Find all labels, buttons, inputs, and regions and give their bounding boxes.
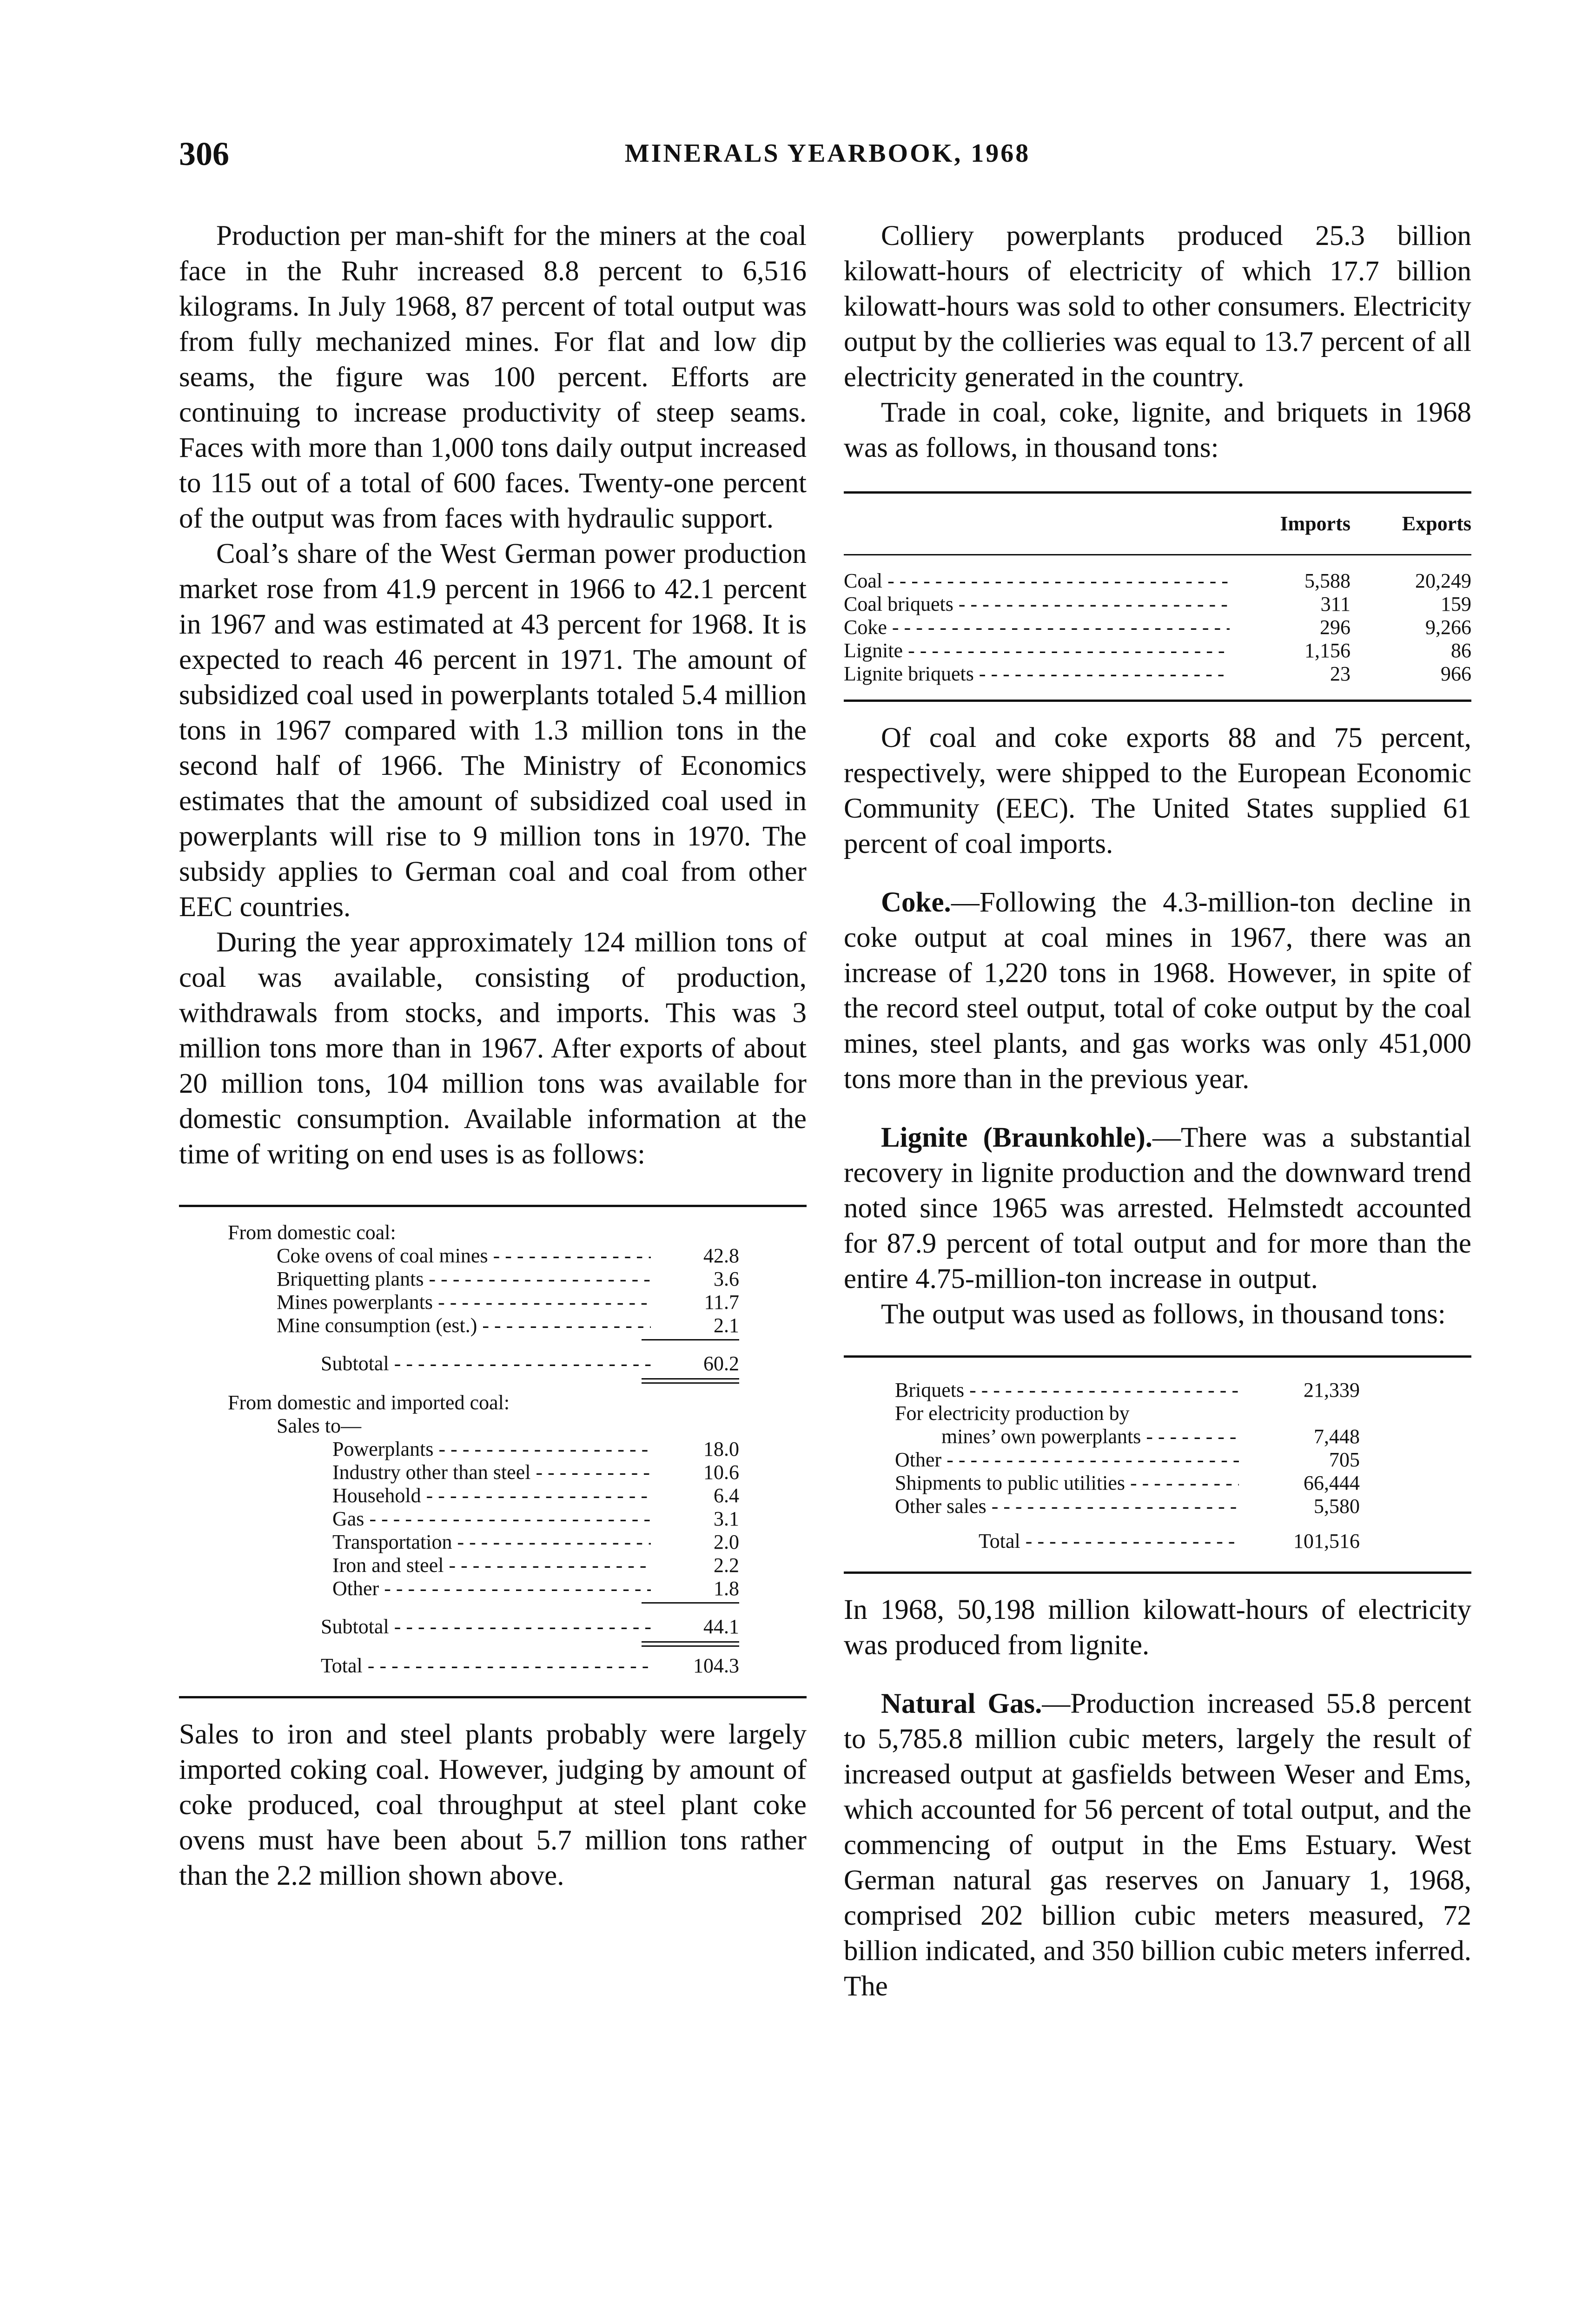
- table-row: Coal briquets - - - 311 159: [844, 593, 1471, 616]
- table-heading: From domestic coal:: [228, 1221, 396, 1244]
- table-row-value: 1.8: [714, 1577, 739, 1600]
- paragraph-natural-gas: Natural Gas.—Production increased 55.8 percent to 5,785.8 million cubic meters, largely the result of increased output at gasfields between Weser and Ems, which accounted for 56 percent of total output, and the commencing of output in the Ems Estuary. West German natural gas reserves on January 1, 1968, comprised 202 billion cubic meters measured, 72 billion indicated, and 350 billion cubic meters inferred. The: [844, 1688, 1471, 2002]
- table-row-label: Mines powerplants - - -: [277, 1291, 651, 1314]
- subtotal-label: Subtotal - - -: [321, 1352, 651, 1375]
- total-value: 104.3: [693, 1654, 739, 1677]
- paragraph-colliery-power: Colliery powerplants produced 25.3 billion kilowatt-hours of electricity of which 17.7 billion kilowatt-hours was sold to other consumers. Electricity output by the collieries was equal to 13.7 percent of all electricity generated in the country.: [844, 220, 1471, 393]
- table-row: Coal - - - 5,588 20,249: [844, 569, 1471, 593]
- table-row-label: Powerplants - - -: [332, 1438, 651, 1461]
- lignite-table: Briquets - - - 21,339 For electricity production by mines’ own powerplants - - - 7,448 Other - - - 705 Shipments to public utilities - - - 66,444 Other sales - - - 5,580 Total - - - 101,516: [844, 1358, 1360, 1571]
- table-row-label: Industry other than steel - - -: [332, 1461, 651, 1484]
- paragraph-coke: Coke.—Following the 4.3-million-ton decline in coke output at coal mines in 1967, there was an increase of 1,220 tons in 1968. However, in spite of the record steel output, total of coke output by the coal mines, steel plants, and gas works was only 451,000 tons more than in the previous year.: [844, 887, 1471, 1095]
- paragraph-lignite-electricity: In 1968, 50,198 million kilowatt-hours of electricity was produced from lignite.: [844, 1594, 1471, 1661]
- trade-table-header: [844, 494, 1471, 554]
- end-use-table: [179, 1207, 739, 1696]
- subtotal-label: Subtotal - - -: [321, 1615, 651, 1638]
- table-row-label: Gas - - -: [332, 1507, 651, 1531]
- subtotal-value: 60.2: [703, 1352, 739, 1375]
- table-row-value: 11.7: [704, 1291, 739, 1314]
- table-row-value: 2.0: [714, 1531, 739, 1553]
- paragraph-coal-share: Coal’s share of the West German power production market rose from 41.9 percent in 1966 to 42.1 percent in 1967 and was estimated at 43 percent for 1968. It is expected to reach 46 percent in 1971. The amount of subsidized coal used in powerplants totaled 5.4 million tons in 1967 compared with 1.3 million tons in the second half of 1966. The Ministry of Economics estimates that the amount of subsidized coal used in powerplants will rise to 9 million tons in 1970. The subsidy applies to German coal and coal from other EEC countries.: [179, 538, 807, 923]
- heading-natural-gas: Natural Gas.: [881, 1688, 1042, 1719]
- table-row-label: Household - - -: [332, 1484, 651, 1507]
- running-title: MINERALS YEARBOOK, 1968: [624, 139, 1031, 168]
- col-imports: Imports: [1280, 512, 1350, 535]
- paragraph-lignite: Lignite (Braunkohle).—There was a substantial recovery in lignite production and the downward trend noted since 1965 was arrested. Helmstedt accounted for 87.9 percent of total output and for more than the entire 4.75-million-ton increase in output.: [844, 1122, 1471, 1294]
- table-row: Coke - - - 296 9,266: [844, 616, 1471, 639]
- paragraph-iron-steel: Sales to iron and steel plants probably were largely imported coking coal. However, judging by amount of coke produced, coal throughput at steel plant coke ovens must have been about 5.7 million tons rather than the 2.2 million shown above.: [179, 1719, 807, 1891]
- total-label: Total - - -: [979, 1530, 1239, 1553]
- right-column: [844, 218, 1471, 2004]
- table-row-label: Transportation - - -: [332, 1531, 651, 1554]
- trade-table: [844, 494, 1471, 700]
- table-row-value: 2.2: [714, 1554, 739, 1577]
- table-row-value: 18.0: [703, 1438, 739, 1460]
- heading-coke: Coke.: [881, 887, 951, 918]
- paragraph-trade-intro: Trade in coal, coke, lignite, and briquets in 1968 was as follows, in thousand tons:: [844, 397, 1471, 463]
- page-number: 306: [179, 135, 229, 172]
- table-row-label: Briquetting plants - - -: [277, 1268, 651, 1291]
- table-row: Lignite briquets - - - 23 966: [844, 662, 1471, 686]
- page-header: [179, 135, 1476, 177]
- total-label: Total - - -: [321, 1654, 651, 1677]
- paragraph-productivity: Production per man-shift for the miners at the coal face in the Ruhr increased 8.8 percent to 6,516 kilograms. In July 1968, 87 percent of total output was from fully mechanized mines. For flat and low dip seams, the figure was 100 percent. Efforts are continuing to increase productivity of steep seams. Faces with more than 1,000 tons daily output increased to 115 out of a total of 600 faces. Twenty-one percent of the output was from faces with hydraulic support.: [179, 220, 807, 534]
- table-row-label: Other - - -: [332, 1577, 651, 1600]
- total-value: 101,516: [1293, 1530, 1360, 1552]
- col-exports: Exports: [1402, 512, 1471, 535]
- table-row-value: 3.6: [714, 1268, 739, 1290]
- paragraph-exports-eec: Of coal and coke exports 88 and 75 percent, respectively, were shipped to the European Economic Community (EEC). The United States supplied 61 percent of coal imports.: [844, 722, 1471, 859]
- table-row-value: 6.4: [714, 1484, 739, 1507]
- table-row: Lignite - - - 1,156 86: [844, 639, 1471, 662]
- paragraph-lignite-use-intro: The output was used as follows, in thousand tons:: [881, 1299, 1446, 1330]
- left-column: [179, 218, 807, 1894]
- table-row-label: Mine consumption (est.) - - -: [277, 1314, 651, 1337]
- table-row-value: 10.6: [703, 1461, 739, 1484]
- table-row-value: 2.1: [714, 1314, 739, 1337]
- subtotal-value: 44.1: [703, 1615, 739, 1638]
- table-row-label: Iron and steel - - -: [332, 1554, 651, 1577]
- table-row-value: 3.1: [714, 1507, 739, 1530]
- heading-lignite: Lignite (Braunkohle).: [881, 1122, 1153, 1153]
- paragraph-availability: During the year approximately 124 million tons of coal was available, consisting of production, withdrawals from stocks, and imports. This was 3 million tons more than in 1967. After exports of about 20 million tons, 104 million tons was available for domestic consumption. Available information at the time of writing on end uses is as follows:: [179, 927, 807, 1170]
- table-row-label: Coke ovens of coal mines - - -: [277, 1244, 651, 1268]
- table-heading: From domestic and imported coal:: [228, 1391, 510, 1414]
- table-subheading: Sales to—: [277, 1414, 362, 1437]
- table-row-value: 42.8: [703, 1244, 739, 1267]
